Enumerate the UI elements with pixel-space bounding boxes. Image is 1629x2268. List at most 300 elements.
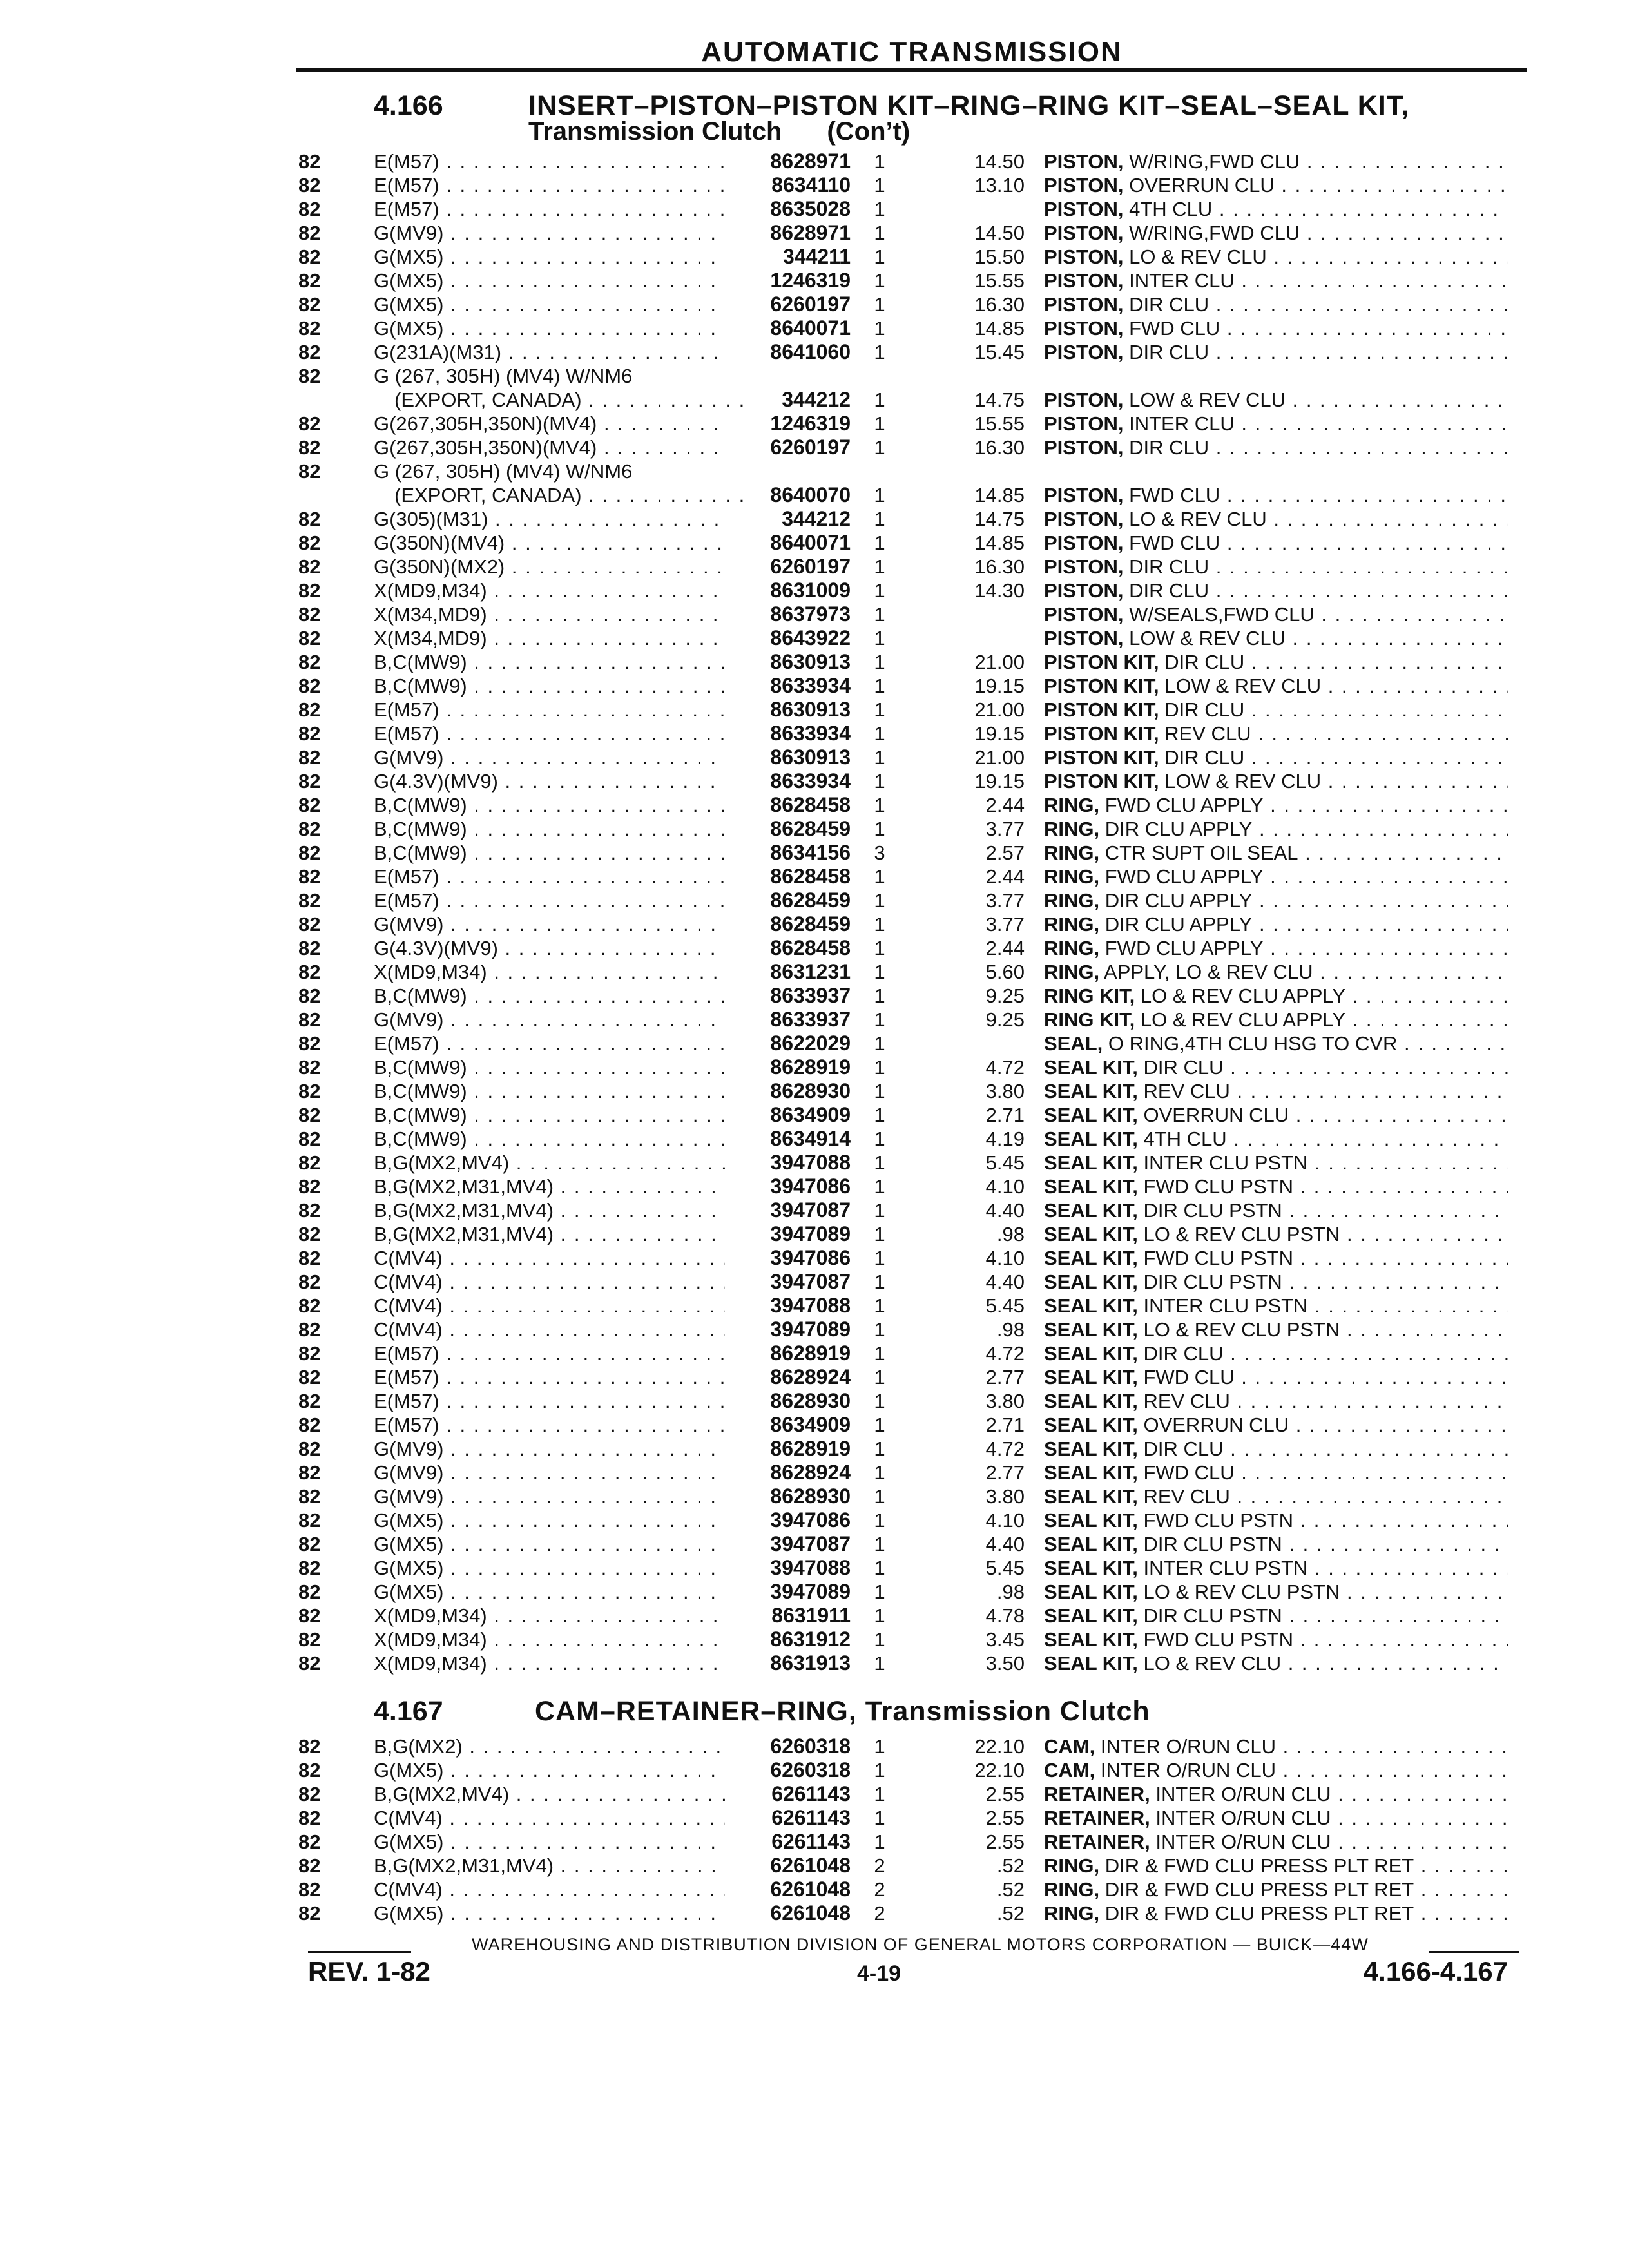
price: .98	[996, 1318, 1025, 1341]
model-year: 82	[298, 1151, 321, 1174]
part-number: 8628930	[770, 1389, 851, 1412]
part-name: RING,	[1044, 1878, 1100, 1901]
part-name: PISTON,	[1044, 341, 1124, 363]
part-detail: DIR CLU	[1143, 1437, 1224, 1460]
model-year: 82	[298, 1199, 321, 1222]
model-year: 82	[298, 1557, 321, 1579]
part-detail: REV CLU	[1143, 1485, 1230, 1508]
price: 4.10	[985, 1509, 1025, 1532]
part-number: 344212	[782, 507, 851, 530]
part-detail: FWD CLU APPLY	[1104, 937, 1264, 959]
footer-rule-right	[1429, 1951, 1519, 1953]
part-detail: REV CLU	[1143, 1390, 1230, 1412]
part-number: 8631009	[770, 579, 851, 602]
page-number: 4-19	[857, 1961, 901, 1986]
model-year: 82	[298, 985, 321, 1007]
page-header-title: AUTOMATIC TRANSMISSION	[701, 36, 1123, 68]
part-detail: DIR & FWD CLU PRESS PLT RET	[1104, 1854, 1414, 1877]
table-row	[0, 1854, 1629, 1878]
price: .52	[996, 1902, 1025, 1925]
quantity: 1	[874, 1128, 885, 1150]
model-year: 82	[298, 1783, 321, 1805]
part-detail: INTER O/RUN CLU	[1100, 1759, 1276, 1782]
part-detail: FWD CLU	[1129, 532, 1220, 554]
part-description	[1044, 1032, 1508, 1055]
part-detail: INTER CLU PSTN	[1143, 1294, 1308, 1317]
vehicle-model: G(231A)(M31) . . .	[374, 340, 725, 364]
part-detail: FWD CLU	[1143, 1366, 1235, 1389]
part-number: 6260197	[770, 555, 851, 578]
vehicle-model: B,C(MW9) . . .	[374, 1103, 725, 1127]
vehicle-model: C(MV4) . . .	[374, 1294, 725, 1318]
price: 3.50	[985, 1652, 1025, 1675]
vehicle-model: G(MX5) . . .	[374, 1556, 725, 1580]
model-year: 82	[298, 1628, 321, 1651]
table-row	[0, 197, 1629, 221]
quantity: 2	[874, 1878, 885, 1901]
price: 16.30	[974, 293, 1025, 316]
part-description	[1044, 1461, 1508, 1485]
footer-rule-left	[308, 1951, 411, 1953]
model-year: 82	[298, 1342, 321, 1365]
table-row	[0, 1604, 1629, 1628]
vehicle-model: B,G(MX2,MV4) . . .	[374, 1782, 725, 1806]
part-number: 3947086	[770, 1246, 851, 1269]
part-name: SEAL KIT,	[1044, 1056, 1138, 1079]
table-row	[0, 889, 1629, 912]
price: 14.75	[974, 508, 1025, 530]
table-row	[0, 936, 1629, 960]
part-number: 8641060	[770, 340, 851, 363]
table-row	[0, 221, 1629, 245]
table-row	[0, 1556, 1629, 1580]
part-name: PISTON,	[1044, 555, 1124, 578]
part-detail: LO & REV CLU PSTN	[1143, 1223, 1340, 1245]
table-row	[0, 984, 1629, 1008]
part-description	[1044, 1735, 1508, 1758]
part-number: 8628919	[770, 1055, 851, 1079]
model-year: 82	[298, 1056, 321, 1079]
quantity: 1	[874, 1759, 885, 1782]
part-name: CAM,	[1044, 1735, 1095, 1758]
quantity: 1	[874, 865, 885, 888]
table-row	[0, 245, 1629, 269]
part-name: PISTON,	[1044, 245, 1124, 268]
part-detail: INTER O/RUN CLU	[1100, 1735, 1276, 1758]
vehicle-model: G(MX5) . . .	[374, 1830, 725, 1854]
table-row	[0, 1651, 1629, 1675]
vehicle-model: X(MD9,M34) . . .	[374, 960, 725, 984]
vehicle-model: X(M34,MD9) . . .	[374, 602, 725, 626]
model-year: 82	[298, 460, 321, 483]
part-description	[1044, 889, 1508, 912]
table-row	[0, 1198, 1629, 1222]
quantity: 1	[874, 150, 885, 173]
part-description	[1044, 1103, 1508, 1127]
price: 4.40	[985, 1271, 1025, 1293]
part-description	[1044, 1878, 1508, 1901]
part-description	[1044, 197, 1508, 221]
price: 2.71	[985, 1104, 1025, 1126]
model-year: 82	[298, 222, 321, 244]
part-detail: INTER CLU	[1129, 412, 1235, 435]
part-detail: FWD CLU APPLY	[1104, 865, 1264, 888]
part-name: RING KIT,	[1044, 985, 1135, 1007]
part-description	[1044, 1198, 1508, 1222]
vehicle-model: E(M57) . . .	[374, 889, 725, 912]
quantity: 1	[874, 1366, 885, 1389]
model-year: 82	[298, 1414, 321, 1436]
vehicle-model: X(MD9,M34) . . .	[374, 579, 725, 602]
model-year: 82	[298, 1271, 321, 1293]
quantity: 1	[874, 651, 885, 673]
vehicle-model: E(M57) . . .	[374, 1413, 725, 1437]
price: 2.57	[985, 841, 1025, 864]
table-row	[0, 412, 1629, 436]
quantity: 1	[874, 1807, 885, 1829]
quantity: 1	[874, 1509, 885, 1532]
part-description	[1044, 1079, 1508, 1103]
model-year: 82	[298, 841, 321, 864]
quantity: 1	[874, 985, 885, 1007]
model-year: 82	[298, 365, 321, 387]
table-row	[0, 1008, 1629, 1032]
quantity: 1	[874, 1199, 885, 1222]
quantity: 1	[874, 1175, 885, 1198]
vehicle-model: E(M57) . . .	[374, 722, 725, 745]
table-row	[0, 1055, 1629, 1079]
table-row	[0, 769, 1629, 793]
part-number: 6261143	[771, 1782, 851, 1805]
table-row	[0, 1806, 1629, 1830]
price: 2.77	[985, 1366, 1025, 1389]
vehicle-model: G (267, 305H) (MV4) W/NM6	[374, 365, 633, 387]
part-name: RING,	[1044, 818, 1100, 840]
part-name: SEAL KIT,	[1044, 1151, 1138, 1174]
price: 3.45	[985, 1628, 1025, 1651]
part-number: 6260197	[770, 436, 851, 459]
quantity: 1	[874, 222, 885, 244]
quantity: 1	[874, 1104, 885, 1126]
part-name: RING,	[1044, 865, 1100, 888]
vehicle-model: B,C(MW9) . . .	[374, 650, 725, 674]
price: 2.44	[985, 794, 1025, 816]
quantity: 1	[874, 913, 885, 936]
price: 3.80	[985, 1485, 1025, 1508]
model-year: 82	[298, 436, 321, 459]
part-description	[1044, 1294, 1508, 1318]
part-name: RETAINER,	[1044, 1831, 1150, 1853]
vehicle-model: B,C(MW9) . . .	[374, 1055, 725, 1079]
quantity: 2	[874, 1902, 885, 1925]
price: 3.77	[985, 889, 1025, 912]
model-year: 82	[298, 508, 321, 530]
part-description	[1044, 1413, 1508, 1437]
table-row	[0, 722, 1629, 745]
part-number: 6261048	[770, 1878, 851, 1901]
part-detail: OVERRUN CLU	[1129, 174, 1275, 197]
table-row	[0, 650, 1629, 674]
part-description	[1044, 483, 1508, 507]
table-row	[0, 293, 1629, 316]
price: 4.72	[985, 1056, 1025, 1079]
part-name: SEAL KIT,	[1044, 1247, 1138, 1269]
part-description	[1044, 1854, 1508, 1878]
model-year: 82	[298, 317, 321, 340]
footer-division-text: WAREHOUSING AND DISTRIBUTION DIVISION OF GENERAL MOTORS CORPORATION — BUICK—44W	[472, 1935, 1369, 1954]
quantity: 1	[874, 698, 885, 721]
part-number: 8634156	[770, 841, 851, 864]
part-number: 3947087	[770, 1198, 851, 1222]
part-detail: FWD CLU APPLY	[1104, 794, 1264, 816]
quantity: 1	[874, 579, 885, 602]
model-year: 82	[298, 1581, 321, 1603]
section-number: 4.166	[374, 90, 443, 121]
vehicle-model: B,C(MW9) . . .	[374, 674, 725, 698]
part-name: SEAL KIT,	[1044, 1366, 1138, 1389]
part-number: 8635028	[770, 197, 851, 220]
price: 22.10	[974, 1735, 1025, 1758]
part-description	[1044, 1270, 1508, 1294]
part-detail: DIR & FWD CLU PRESS PLT RET	[1104, 1878, 1414, 1901]
part-number: 8633934	[770, 769, 851, 793]
part-detail: W/SEALS,FWD CLU	[1129, 603, 1315, 626]
footer-division-line	[308, 1932, 1519, 1957]
price: .98	[996, 1581, 1025, 1603]
part-name: SEAL KIT,	[1044, 1271, 1138, 1293]
part-description	[1044, 1175, 1508, 1198]
model-year: 82	[298, 675, 321, 697]
part-detail: W/RING,FWD CLU	[1129, 150, 1300, 173]
quantity: 1	[874, 1342, 885, 1365]
part-description	[1044, 507, 1508, 531]
part-description	[1044, 579, 1508, 602]
table-row	[0, 865, 1629, 889]
vehicle-model: B,C(MW9) . . .	[374, 1127, 725, 1151]
part-detail: DIR & FWD CLU PRESS PLT RET	[1104, 1902, 1414, 1925]
vehicle-model: G (267, 305H) (MV4) W/NM6	[374, 460, 633, 483]
price: 21.00	[974, 698, 1025, 721]
part-name: PISTON,	[1044, 293, 1124, 316]
quantity: 1	[874, 1294, 885, 1317]
model-year: 82	[298, 865, 321, 888]
vehicle-model: G(MV9) . . .	[374, 1461, 725, 1485]
part-detail: LO & REV CLU PSTN	[1143, 1581, 1340, 1603]
part-description	[1044, 650, 1508, 674]
part-detail: OVERRUN CLU	[1143, 1414, 1289, 1436]
table-row	[0, 1508, 1629, 1532]
part-detail: DIR CLU	[1164, 746, 1245, 769]
quantity: 1	[874, 1390, 885, 1412]
table-row	[0, 960, 1629, 984]
quantity: 1	[874, 1652, 885, 1675]
part-number: 3947089	[770, 1222, 851, 1245]
vehicle-model: G(MV9) . . .	[374, 1437, 725, 1461]
price: 16.30	[974, 555, 1025, 578]
vehicle-model: G(MX5) . . .	[374, 269, 725, 293]
vehicle-model: G(MX5) . . .	[374, 293, 725, 316]
quantity: 1	[874, 1080, 885, 1102]
price: 15.45	[974, 341, 1025, 363]
table-row	[0, 1079, 1629, 1103]
vehicle-model: G(MX5) . . .	[374, 1508, 725, 1532]
table-row	[0, 602, 1629, 626]
part-description	[1044, 1437, 1508, 1461]
part-number: 8628971	[770, 221, 851, 244]
part-name: PISTON,	[1044, 269, 1124, 292]
part-number: 8633937	[770, 984, 851, 1007]
part-number: 3947087	[770, 1270, 851, 1293]
part-name: SEAL KIT,	[1044, 1509, 1138, 1532]
table-row	[0, 1413, 1629, 1437]
table-row	[0, 364, 1629, 388]
part-detail: INTER CLU PSTN	[1143, 1151, 1308, 1174]
quantity: 1	[874, 555, 885, 578]
vehicle-model: G(267,305H,350N)(MV4) . . .	[374, 436, 725, 459]
table-row	[0, 1175, 1629, 1198]
vehicle-model: G(305)(M31) . . .	[374, 507, 725, 531]
model-year: 82	[298, 1509, 321, 1532]
vehicle-model: B,G(MX2,M31,MV4) . . .	[374, 1222, 725, 1246]
part-name: SEAL KIT,	[1044, 1294, 1138, 1317]
part-description	[1044, 1389, 1508, 1413]
table-row	[0, 1758, 1629, 1782]
part-detail: DIR CLU	[1164, 698, 1245, 721]
part-name: RING,	[1044, 889, 1100, 912]
price: .52	[996, 1854, 1025, 1877]
vehicle-model: X(M34,MD9) . . .	[374, 626, 725, 650]
part-number: 344211	[782, 245, 851, 268]
part-description	[1044, 722, 1508, 745]
table-row	[0, 149, 1629, 173]
model-year: 82	[298, 245, 321, 268]
vehicle-model: B,G(MX2) . . .	[374, 1735, 725, 1758]
table-row	[0, 1628, 1629, 1651]
vehicle-model: B,C(MW9) . . .	[374, 793, 725, 817]
vehicle-model: B,G(MX2,M31,MV4) . . .	[374, 1854, 725, 1878]
quantity: 1	[874, 937, 885, 959]
part-detail: APPLY, LO & REV CLU	[1104, 961, 1313, 983]
part-name: PISTON,	[1044, 150, 1124, 173]
part-description	[1044, 1008, 1508, 1032]
part-detail: FWD CLU	[1143, 1461, 1235, 1484]
part-name: PISTON,	[1044, 508, 1124, 530]
model-year: 82	[298, 698, 321, 721]
model-year: 82	[298, 1032, 321, 1055]
quantity: 1	[874, 1461, 885, 1484]
part-detail: LO & REV CLU APPLY	[1140, 985, 1346, 1007]
part-name: RING,	[1044, 1902, 1100, 1925]
part-description	[1044, 1556, 1508, 1580]
quantity: 1	[874, 1032, 885, 1055]
header-rule	[296, 68, 1527, 72]
part-number: 8628924	[770, 1365, 851, 1389]
vehicle-model: G(4.3V)(MV9) . . .	[374, 769, 725, 793]
price: 9.25	[985, 1008, 1025, 1031]
part-detail: DIR CLU APPLY	[1104, 889, 1253, 912]
table-row	[0, 745, 1629, 769]
part-name: RING,	[1044, 841, 1100, 864]
part-description	[1044, 841, 1508, 865]
vehicle-model: E(M57) . . .	[374, 1032, 725, 1055]
part-description	[1044, 293, 1508, 316]
model-year: 82	[298, 555, 321, 578]
quantity: 1	[874, 1271, 885, 1293]
quantity: 1	[874, 1318, 885, 1341]
part-name: PISTON,	[1044, 532, 1124, 554]
part-description	[1044, 1830, 1508, 1854]
part-name: SEAL KIT,	[1044, 1461, 1138, 1484]
quantity: 1	[874, 341, 885, 363]
vehicle-model: G(350N)(MV4) . . .	[374, 531, 725, 555]
quantity: 1	[874, 1831, 885, 1853]
part-description	[1044, 960, 1508, 984]
vehicle-model: C(MV4) . . .	[374, 1318, 725, 1341]
part-name: PISTON KIT,	[1044, 722, 1159, 745]
quantity: 1	[874, 293, 885, 316]
model-year: 82	[298, 1437, 321, 1460]
part-description	[1044, 674, 1508, 698]
table-row	[0, 1461, 1629, 1485]
part-name: PISTON,	[1044, 174, 1124, 197]
price: 5.45	[985, 1151, 1025, 1174]
part-number: 6260318	[770, 1758, 851, 1782]
price: 2.71	[985, 1414, 1025, 1436]
quantity: 2	[874, 1854, 885, 1877]
model-year: 82	[298, 1878, 321, 1901]
quantity: 1	[874, 174, 885, 197]
price: 5.60	[985, 961, 1025, 983]
part-detail: LO & REV CLU PSTN	[1143, 1318, 1340, 1341]
table-row	[0, 841, 1629, 865]
part-detail: REV CLU	[1164, 722, 1251, 745]
part-detail: DIR CLU	[1129, 293, 1210, 316]
price: 13.10	[974, 174, 1025, 197]
part-description	[1044, 1628, 1508, 1651]
part-name: SEAL KIT,	[1044, 1223, 1138, 1245]
part-detail: INTER O/RUN CLU	[1155, 1831, 1331, 1853]
part-description	[1044, 817, 1508, 841]
part-description	[1044, 1758, 1508, 1782]
vehicle-model: G(MV9) . . .	[374, 745, 725, 769]
vehicle-model: G(MV9) . . .	[374, 1008, 725, 1032]
model-year: 82	[298, 1759, 321, 1782]
table-row	[0, 1103, 1629, 1127]
table-row	[0, 316, 1629, 340]
quantity: 1	[874, 1533, 885, 1555]
quantity: 1	[874, 484, 885, 506]
part-description	[1044, 984, 1508, 1008]
section-title: INSERT–PISTON–PISTON KIT–RING–RING KIT–SEAL–SEAL KIT,	[528, 90, 1410, 121]
part-name: PISTON,	[1044, 579, 1124, 602]
price: 3.77	[985, 818, 1025, 840]
part-number: 8630913	[770, 698, 851, 721]
quantity: 1	[874, 269, 885, 292]
model-year: 82	[298, 1128, 321, 1150]
price: 2.77	[985, 1461, 1025, 1484]
part-name: RETAINER,	[1044, 1807, 1150, 1829]
vehicle-model: X(MD9,M34) . . .	[374, 1628, 725, 1651]
price: 4.19	[985, 1128, 1025, 1150]
vehicle-model: G(MV9) . . .	[374, 912, 725, 936]
part-detail: FWD CLU	[1129, 317, 1220, 340]
part-number: 8633934	[770, 722, 851, 745]
part-number: 3947086	[770, 1175, 851, 1198]
model-year: 82	[298, 794, 321, 816]
part-detail: DIR CLU	[1129, 555, 1210, 578]
price: 2.55	[985, 1831, 1025, 1853]
part-description	[1044, 1485, 1508, 1508]
